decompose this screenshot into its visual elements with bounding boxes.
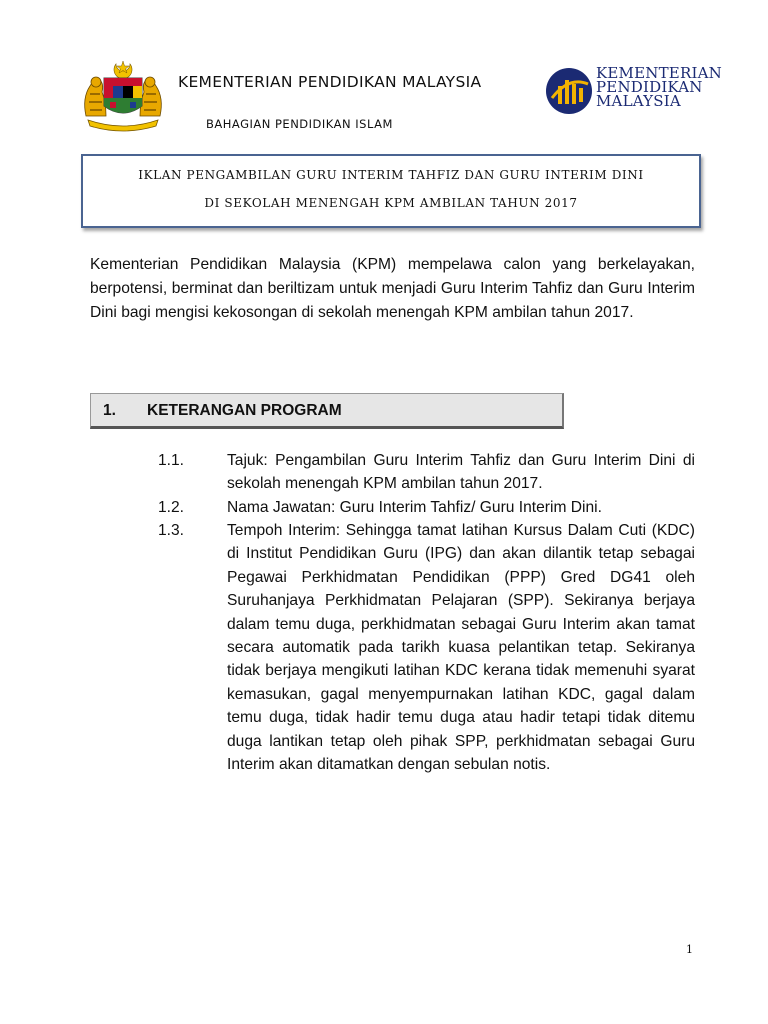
kpm-logo-icon [544, 66, 594, 116]
division-title: BAHAGIAN PENDIDIKAN ISLAM [206, 117, 393, 131]
advertisement-title-line1: IKLAN PENGAMBILAN GURU INTERIM TAHFIZ DAN GURU INTERIM DINI [138, 168, 644, 182]
list-item-text: Tempoh Interim: Sehingga tamat latihan Kursus Dalam Cuti (KDC) di Institut Pendidikan Guru (IPG) dan akan dilantik tetap sebagai Pegawai Perkhidmatan Pendidikan (PPP) Gred DG41 oleh Suruhanjaya Perkhidmatan Pelajaran (SPP). Sekiranya berjaya dalam temu duga, perkhidmatan sebagai Guru Interim akan tamat secara automatik pada tarikh kuasa pelantikan tetap. Sekiranya tidak berjaya mengikuti latihan KDC kerana tidak memenuhi syarat kemasukan, gagal menyempurnakan latihan KDC, gagal dalam temu duga, tidak hadir temu duga atau hadir tetapi tidak ditemu duga lantikan tetap oleh pihak SPP, perkhidmatan sebagai Guru Interim akan ditamatkan dengan sebulan notis. [227, 522, 695, 774]
list-item-number: 1.3. [158, 522, 185, 539]
page-number: 1 [686, 943, 693, 956]
section-title: KETERANGAN PROGRAM [147, 402, 342, 419]
kpm-logo-text-line1: KEMENTERIAN [596, 64, 722, 82]
malaysia-coat-of-arms-icon [80, 58, 166, 132]
kpm-logo-text-line2: PENDIDIKAN [596, 78, 703, 96]
section-number: 1. [103, 402, 116, 419]
list-item-text: Tajuk: Pengambilan Guru Interim Tahfiz dan Guru Interim Dini di sekolah menengah KPM ambilan tahun 2017. [227, 452, 695, 493]
kpm-logo-text-line3: MALAYSIA [596, 92, 681, 110]
list-item-text: Nama Jawatan: Guru Interim Tahfiz/ Guru Interim Dini. [227, 499, 602, 516]
kpm-logo-text [596, 66, 722, 108]
ministry-title: KEMENTERIAN PENDIDIKAN MALAYSIA [178, 73, 482, 91]
list-item-number: 1.2. [158, 499, 185, 516]
list-item-number: 1.1. [158, 452, 185, 469]
section-heading [90, 393, 564, 429]
intro-paragraph: Kementerian Pendidikan Malaysia (KPM) mempelawa calon yang berkelayakan, berpotensi, berminat dan beriltizam untuk menjadi Guru Interim Tahfiz dan Guru Interim Dini bagi mengisi kekosongan di sekolah menengah KPM ambilan tahun 2017. [90, 256, 695, 322]
advertisement-title-box [81, 154, 701, 228]
advertisement-title-line2: DI SEKOLAH MENENGAH KPM AMBILAN TAHUN 2017 [204, 196, 578, 210]
kpm-logo [544, 64, 722, 118]
